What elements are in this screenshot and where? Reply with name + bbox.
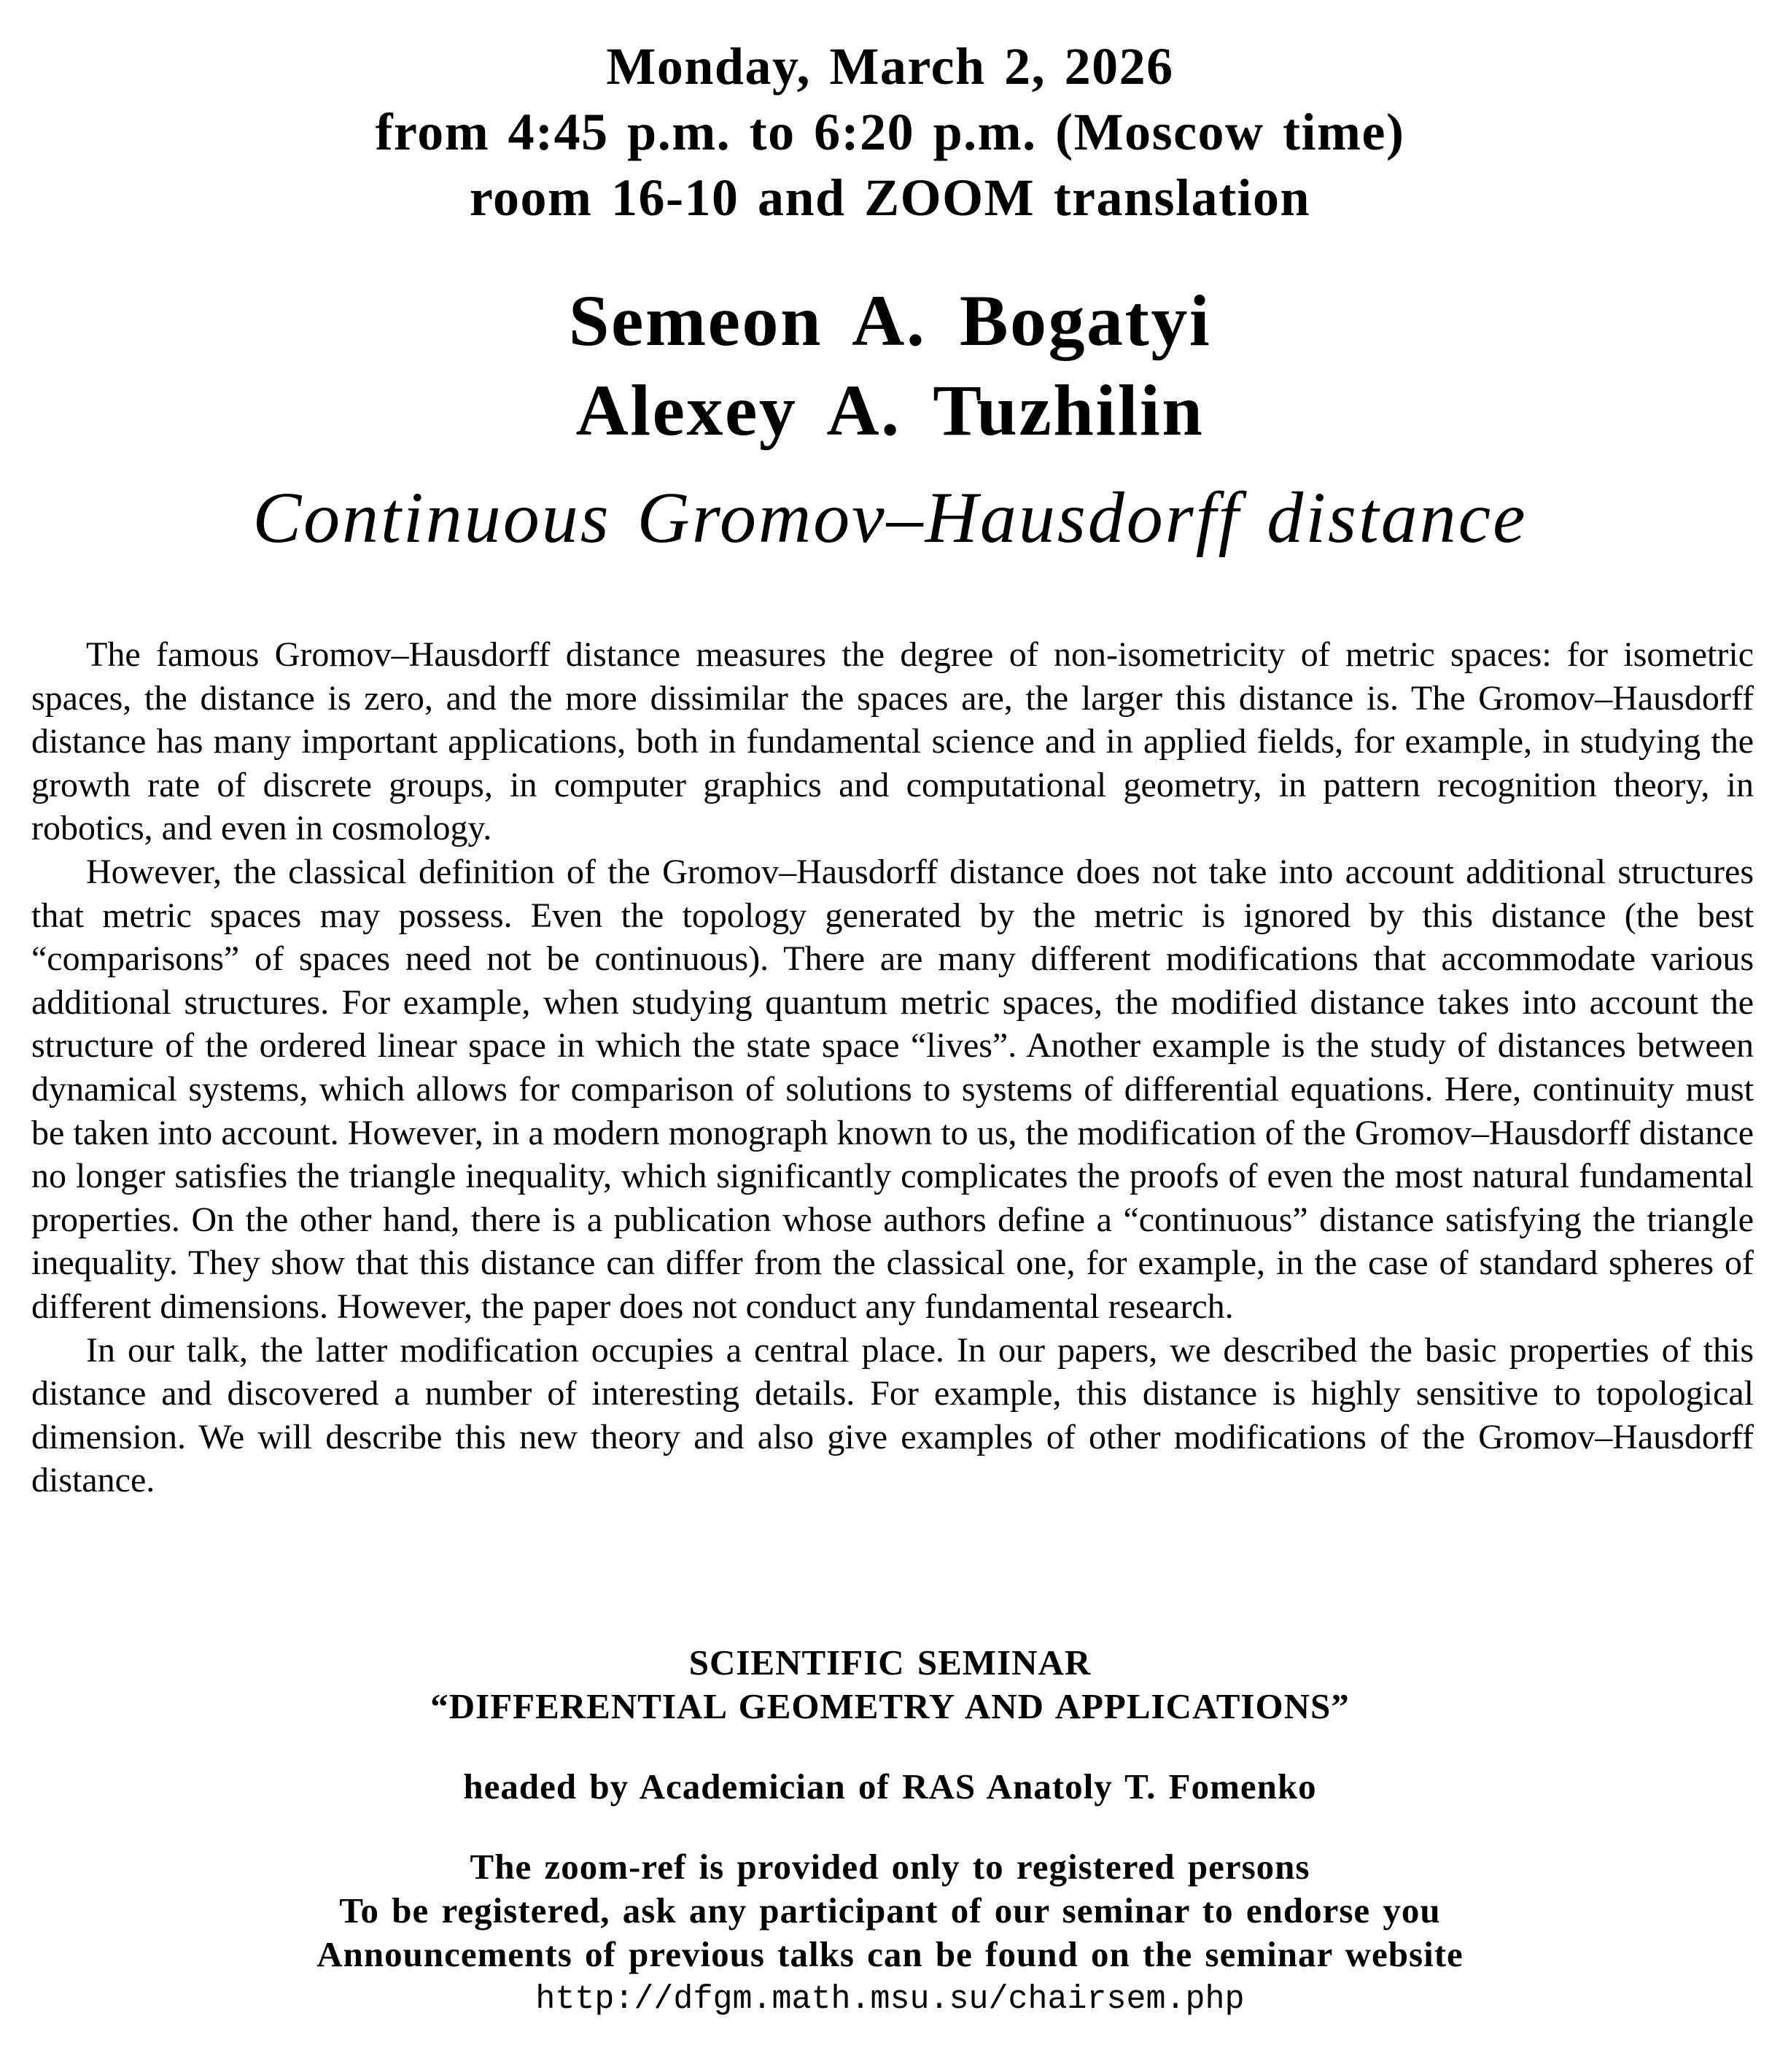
talk-date: Monday, March 2, 2026 bbox=[606, 37, 1174, 96]
registration-notice: The zoom-ref is provided only to registered persons bbox=[470, 1847, 1310, 1887]
seminar-website-link[interactable]: http://dfgm.math.msu.su/chairsem.php bbox=[535, 1981, 1245, 2018]
abstract-paragraph: However, the classical definition of the Gromov–Hausdorff distance does not take into account additional structures that metric spaces may possess. Even the topology generated by the metric is ignored by this distance (the best “comparisons” of spaces need not be continuous). There are many different modifications that accommodate various additional structures. For example, when studying quantum metric spaces, the modified distance takes into account the structure of the ordered linear space in which the state space “lives”. Another example is the study of distances between dynamical systems, which allows for comparison of solutions to systems of differential equations. Here, continuity must be taken into account. However, in a modern monograph known to us, the modification of the Gromov–Hausdorff distance no longer satisfies the triangle inequality, which significantly complicates the proofs of even the most natural fundamental properties. On the other hand, there is a publication whose authors define a “continuous” distance satisfying the triangle inequality. They show that this distance can differ from the classical one, for example, in the case of standard spheres of different dimensions. However, the paper does not conduct any fundamental research. bbox=[31, 852, 1754, 1326]
seminar-label: SCIENTIFIC SEMINAR bbox=[688, 1642, 1092, 1683]
abstract-paragraph: In our talk, the latter modification occupies a central place. In our papers, we described the basic properties of this distance and discovered a number of interesting details. For example, this distance is highly sensitive to topological dimension. We will describe this new theory and also give examples of other modifications of the Gromov–Hausdorff distance. bbox=[31, 1330, 1754, 1500]
talk-location: room 16-10 and ZOOM translation bbox=[469, 168, 1311, 227]
seminar-head: headed by Academician of RAS Anatoly T. Fomenko bbox=[463, 1766, 1317, 1807]
announcements-notice: Announcements of previous talks can be found on the seminar website bbox=[316, 1934, 1464, 1974]
seminar-name: “DIFFERENTIAL GEOMETRY AND APPLICATIONS” bbox=[430, 1686, 1350, 1726]
talk-title: Continuous Gromov–Hausdorff distance bbox=[252, 477, 1528, 558]
speaker-name: Alexey A. Tuzhilin bbox=[575, 370, 1205, 451]
registration-instructions: To be registered, ask any participant of our seminar to endorse you bbox=[339, 1890, 1441, 1931]
speaker-name: Semeon A. Bogatyi bbox=[568, 280, 1212, 361]
abstract bbox=[31, 633, 1754, 1502]
talk-time: from 4:45 p.m. to 6:20 p.m. (Moscow time) bbox=[375, 103, 1405, 161]
abstract-paragraph: The famous Gromov–Hausdorff distance measures the degree of non-isometricity of metric spaces: for isometric spaces, the distance is zero, and the more dissimilar the spaces are, the larger this distance is. The Gromov–Hausdorff distance has many important applications, both in fundamental science and in applied fields, for example, in studying the growth rate of discrete groups, in computer graphics and computational geometry, in pattern recognition theory, in robotics, and even in cosmology. bbox=[31, 635, 1754, 848]
